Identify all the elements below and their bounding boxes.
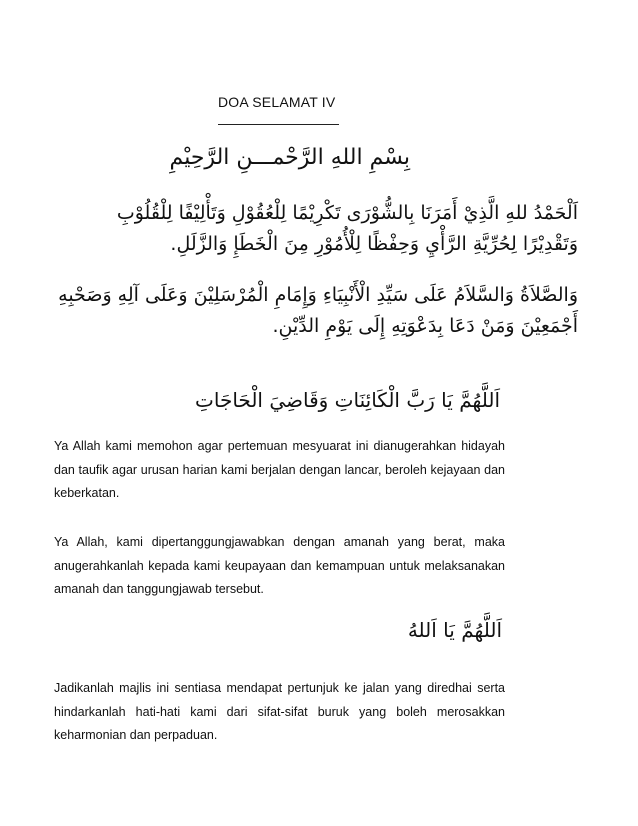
document-title: DOA SELAMAT IV [218,94,336,110]
arabic-invocation-2: اَللَّهُمَّ يَا اَللهُ [407,618,502,642]
arabic-invocation-1: اَللَّهُمَّ يَا رَبَّ الْكَائِنَاتِ وَقَاضِيَ الْحَاجَاتِ [195,388,500,412]
arabic-paragraph-salawat [56,280,578,342]
malay-paragraph-1: Ya Allah kami memohon agar pertemuan mesyuarat ini dianugerahkan hidayah dan taufik agar urusan harian kami berjalan dengan lancar, beroleh kejayaan dan keberkatan. [54,439,505,500]
arabic-line: وَالصَّلاَةُ وَالسَّلاَمُ عَلَى سَيِّدِ الْأَنْبِيَاءِ وَإِمَامِ الْمُرْسَلِيْنَ وَعَلَى آلِهِ وَصَحْبِهِ [58,284,578,306]
basmala-text: بِسْمِ اللهِ الرَّحْمـــنِ الرَّحِيْمِ [169,145,410,170]
arabic-line: اَلْحَمْدُ للهِ الَّذِيْ أَمَرَنَا بِالشُّوْرَى تَكْرِيْمًا لِلْعُقُوْلِ وَتَأْلِيْفًا لِلْقُلُوْبِ [116,202,578,224]
arabic-line: وَتَقْدِيْرًا لِحُرِّيَّةِ الرَّأْيِ وَحِفْظًا لِلْأُمُوْرِ مِنَ الْخَطَإِ وَالزَّلَلِ. [170,233,578,255]
malay-paragraph-3: Jadikanlah majlis ini sentiasa mendapat pertunjuk ke jalan yang diredhai serta hindarkanlah hati-hati kami dari sifat-sifat buruk yang boleh merosakkan keharmonian dan perpaduan. [54,681,505,742]
arabic-paragraph-praise [56,198,578,260]
title-underline [218,124,339,125]
malay-paragraph-2: Ya Allah, kami dipertanggungjawabkan dengan amanah yang berat, maka anugerahkanlah kepada kami keupayaan dan kemampuan untuk melaksanakan amanah dan tanggungjawab tersebut. [54,535,505,596]
arabic-line: أَجْمَعِيْنَ وَمَنْ دَعَا بِدَعْوَتِهِ إِلَى يَوْمِ الدِّيْنِ. [272,315,578,337]
